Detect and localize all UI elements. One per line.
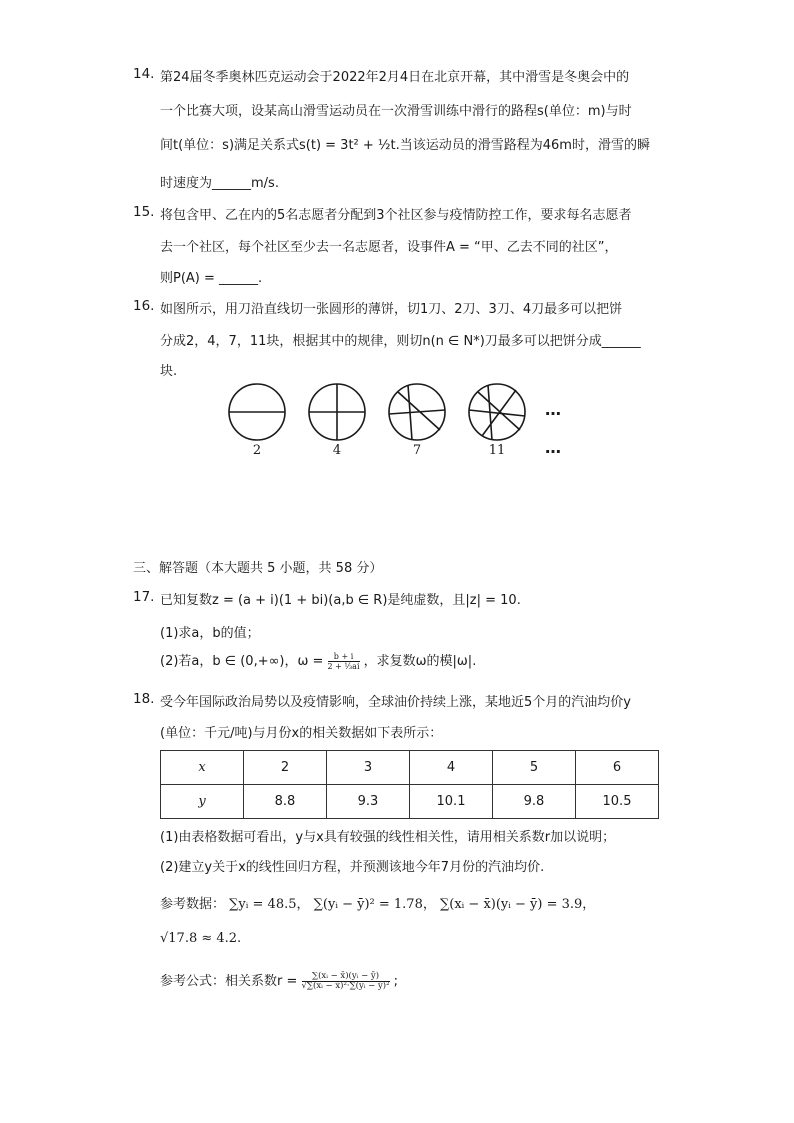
question-number: 16. xyxy=(133,298,155,314)
table-cell: 3 xyxy=(327,751,410,785)
pancake-4-cuts xyxy=(469,384,525,440)
ref-sum-xy: ∑(xᵢ − x̄)(yᵢ − ȳ) = 3.9， xyxy=(439,897,596,912)
part-prefix: (2)若a，b ∈ (0,+∞)，ω = xyxy=(160,654,324,669)
fraction-numerator: b + i xyxy=(328,652,360,662)
table-cell: y xyxy=(161,785,244,819)
question-line: 受今年国际政治局势以及疫情影响，全球油价持续上涨，某地近5个月的汽油均价y xyxy=(160,695,631,710)
reference-formula: 参考公式：相关系数r = $\frac{\text{∑(xᵢ − x̄)(yᵢ − ȳ)}}{\text{√∑(xᵢ − x̄)²·∑(yᵢ − ȳ)²}}$ ; xyxy=(160,971,399,991)
question-line: 去一个社区，每个社区至少去一名志愿者，设事件A = “甲、乙去不同的社区”， xyxy=(160,240,618,255)
table-cell: 2 xyxy=(244,751,327,785)
question-part-1: (1)求a，b的值； xyxy=(160,626,260,641)
figure-label: 4 xyxy=(332,443,342,458)
table-cell: 9.3 xyxy=(327,785,410,819)
table-cell: 5 xyxy=(493,751,576,785)
question-part-2: (2)建立y关于x的线性回归方程，并预测该地今年7月份的汽油均价. xyxy=(160,860,545,875)
table-cell: 9.8 xyxy=(493,785,576,819)
ellipsis-top: … xyxy=(545,400,561,419)
table-cell: 6 xyxy=(576,751,659,785)
ref-sum-y: ∑yᵢ = 48.5， xyxy=(229,897,310,912)
figure-label: 2 xyxy=(252,443,262,458)
correlation-fraction xyxy=(302,972,390,991)
question-line: 则P(A) = ______. xyxy=(160,271,263,286)
question-number: 14. xyxy=(133,66,155,82)
fraction-denominator: 2 + ⅓ai xyxy=(327,662,360,671)
question-part-2 xyxy=(160,650,476,671)
question-part-1: (1)由表格数据可看出，y与x具有较强的线性相关性，请用相关系数r加以说明； xyxy=(160,830,616,845)
section-heading: 三、解答题（本大题共 5 小题，共 58 分） xyxy=(133,561,383,576)
question-line: 将包含甲、乙在内的5名志愿者分配到3个社区参与疫情防控工作，要求每名志愿者 xyxy=(160,208,632,223)
question-line: 间t(单位：s)满足关系式s(t) = 3t² + ½t.当该运动员的滑雪路程为46m时，滑雪的瞬 xyxy=(160,138,650,153)
table-cell: 10.5 xyxy=(576,785,659,819)
question-line: 块. xyxy=(160,364,178,379)
reference-data xyxy=(160,893,595,912)
table-cell: x xyxy=(161,751,244,785)
ref-sum-sq: ∑(yᵢ − ȳ)² = 1.78， xyxy=(313,897,436,912)
question-line: 已知复数z = (a + i)(1 + bi)(a,b ∈ R)是纯虚数，且|z| = 10. xyxy=(160,593,521,608)
figure-label: 7 xyxy=(412,443,422,458)
question-line: 时速度为______m/s. xyxy=(160,176,279,191)
ellipsis-bottom: … xyxy=(545,438,561,457)
table-cell: 8.8 xyxy=(244,785,327,819)
table-cell: 10.1 xyxy=(410,785,493,819)
question-line: (单位：千元/吨)与月份x的相关数据如下表所示： xyxy=(160,726,443,741)
table-row-y xyxy=(161,785,659,819)
table-row-x xyxy=(161,751,659,785)
figure-label: 11 xyxy=(488,443,506,458)
question-line: 第24届冬季奥林匹克运动会于2022年2月4日在北京开幕，其中滑雪是冬奥会中的 xyxy=(160,70,630,85)
data-table xyxy=(160,750,659,819)
reference-data-label: 参考数据： xyxy=(160,897,226,912)
question-line: 如图所示，用刀沿直线切一张圆形的薄饼，切1刀、2刀、3刀、4刀最多可以把饼 xyxy=(160,302,623,317)
pancake-cut-figure xyxy=(220,380,580,465)
question-line: 分成2，4，7，11块，根据其中的规律，则切n(n ∈ N*)刀最多可以把饼分成______ xyxy=(160,334,641,349)
question-number: 17. xyxy=(133,589,155,605)
reference-formula-label: 参考公式：相关系数r = xyxy=(160,974,298,989)
ref-sqrt: √17.8 ≈ 4.2. xyxy=(160,931,242,946)
table-cell: 4 xyxy=(410,751,493,785)
fraction-denominator: √∑(xᵢ − x̄)²·∑(yᵢ − ȳ)² xyxy=(301,981,390,991)
question-line: 一个比赛大项，设某高山滑雪运动员在一次滑雪训练中滑行的路程s(单位：m)与时 xyxy=(160,104,632,119)
part-suffix: ，求复数ω的模|ω|. xyxy=(363,654,477,669)
question-number: 15. xyxy=(133,204,155,220)
fraction-numerator: ∑(xᵢ − x̄)(yᵢ − ȳ) xyxy=(302,972,390,982)
question-number: 18. xyxy=(133,691,155,707)
omega-fraction xyxy=(328,652,360,671)
